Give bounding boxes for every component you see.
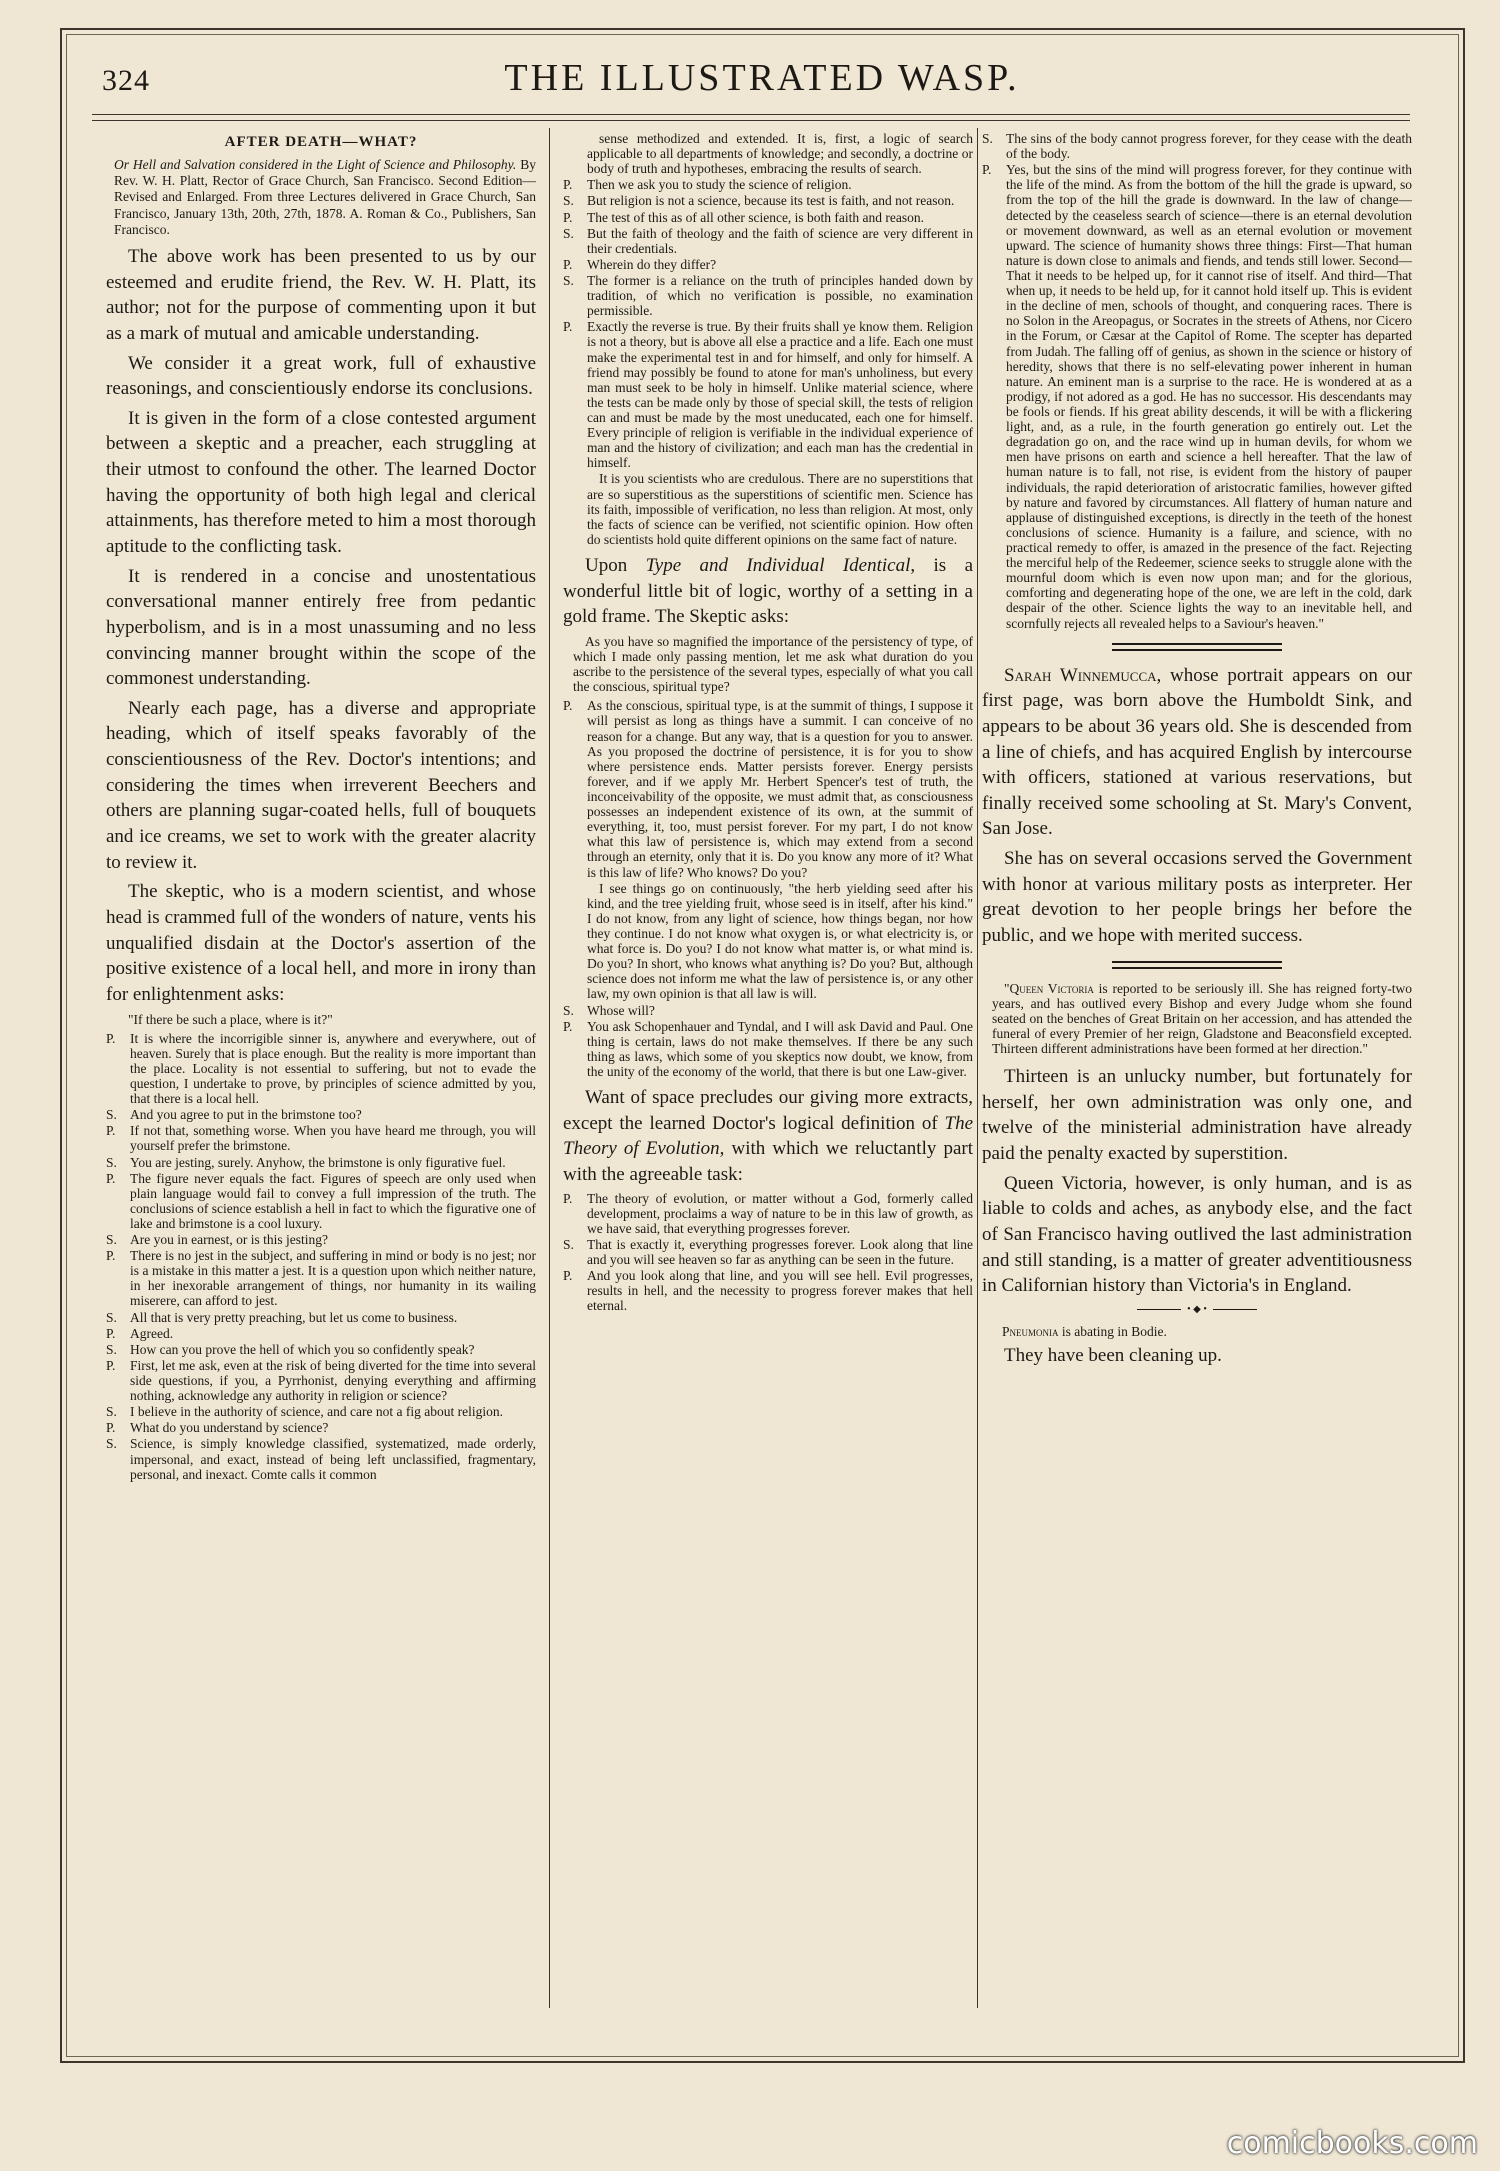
watermark-logo: comicbooks.com — [1226, 2126, 1478, 2161]
dialog-text: Exactly the reverse is true. By their fruits shall ye know them. Religion is not a theory, but is above all else a practice and a life. Each one must make the experimental test in and for himself, and only for himself. A friend may possibly be found to atone for man's unholiness, but every man must seek to be holy in himself. Unlike material science, where the tests can be made only by those of special skill, the tests of religion can and must be made by the most uneducated, each one for himself. Every principle of religion is verifiable in the individual experience of man and the history of civilization; and each man has the credential in himself. — [587, 319, 973, 471]
dialog-line — [106, 1107, 536, 1122]
speaker-label: S. — [563, 272, 574, 288]
dialog-text: Science, is simply knowledge classified, systematized, made orderly, impersonal, and exact, instead of being left unclassified, fragmentary, personal, and inexact. Comte calls it common — [130, 1436, 536, 1482]
speaker-label: P. — [106, 1325, 116, 1341]
dialog-text: There is no jest in the subject, and suffering in mind or body is no jest; nor is a mistake in this matter a jest. It is a question upon which neither nature, in her inexorable arrangement of things, nor humanity in its wailing miserere, can afford to jest. — [130, 1248, 536, 1309]
article-paragraph: The skeptic, who is a modern scientist, and whose head is crammed full of the wonders of nature, vents his unqualified disdain at the Doctor's assertion of the positive existence of a local hell, and more in irony than for enlightenment asks: — [106, 881, 536, 1005]
dialog-1 — [106, 1031, 536, 1482]
sarah-paragraph — [982, 663, 1412, 842]
dialog-line — [563, 471, 973, 547]
dialog-line — [106, 1420, 536, 1435]
dialog-text: It is you scientists who are credulous. There are no superstitions that are so superstitious as the superstitions of scientific men. Science has its faith, impossible of verification, no less than religion. At most, only the facts of science can be verified, not scientific opinion. How often do scientists hold quite different opinions on the same fact of nature. — [587, 471, 973, 547]
paragraph-space — [563, 1085, 973, 1188]
dialog-text: And you agree to put in the brimstone too? — [130, 1107, 362, 1123]
speaker-label: P. — [563, 209, 573, 225]
speaker-label: S. — [106, 1309, 117, 1325]
dialog-line — [982, 131, 1412, 161]
speaker-label: P. — [563, 256, 573, 272]
paragraph-type-identical — [563, 553, 973, 630]
speaker-label: P. — [106, 1030, 116, 1046]
section-divider-1 — [1112, 643, 1282, 651]
speaker-label: P. — [563, 1190, 573, 1206]
speaker-label: S. — [563, 1236, 574, 1252]
dialog-continued — [563, 131, 973, 547]
column-2 — [563, 128, 973, 2008]
dialog-text: It is where the incorrigible sinner is, anywhere and everywhere, out of heaven. Surely that is place enough. But the reality is more important than the place. Locality is not essential to suffering, but not to evade the question, I undertake to prove, by principles of science admitted by you, that there is a local hell. — [130, 1030, 536, 1107]
speaker-label: P. — [563, 1018, 573, 1034]
dialog-line — [106, 1436, 536, 1481]
speaker-label: S. — [106, 1404, 117, 1420]
dialog-text: Whose will? — [587, 1002, 655, 1018]
article-paragraph: We consider it a great work, full of exhaustive reasonings, and conscientiously endorse its conclusions. — [106, 352, 536, 400]
dialog-line — [106, 1171, 536, 1231]
para-space-after: , with which we reluctantly part with the agreeable task: — [563, 1138, 973, 1185]
dialog-text: If not that, something worse. When you have heard me through, you will yourself prefer the brimstone. — [130, 1123, 536, 1154]
speaker-label: P. — [106, 1170, 116, 1186]
dialog-text: I believe in the authority of science, and care not a fig about religion. — [130, 1404, 503, 1420]
speaker-label: S. — [563, 1002, 574, 1018]
thirteen-paragraph: Thirteen is an unlucky number, but fortunately for herself, her own administration was only one, and twelve of the ministerial administration have already paid the penalty exacted by superstition. — [982, 1066, 1412, 1165]
dialog-line — [106, 1326, 536, 1341]
dialog-line — [106, 1358, 536, 1403]
dialog-text: But the faith of theology and the faith of science are very different in their credentials. — [587, 225, 973, 256]
speaker-label: S. — [106, 1107, 117, 1123]
article-paragraph: The above work has been presented to us by our esteemed and erudite friend, the Rev. W. H. Platt, its author; not for the purpose of commenting upon it but as a mark of mutual and amicable understanding. — [106, 245, 536, 344]
dialog-text: The theory of evolution, or matter without a God, formerly called development, proclaims a way of nature to be in this law of growth, as we have said, that everything progresses forever. — [587, 1190, 973, 1236]
column-divider-2 — [977, 128, 978, 2008]
para-type-before: Upon — [585, 554, 646, 576]
dialog-line — [982, 162, 1412, 630]
article-paragraph: It is rendered in a concise and unostentatious conversational manner entirely free from pedantic hyperbolism, and is in a most unassuming and no less convincing manner brought within the scope of the commonest understanding. — [106, 565, 536, 690]
dialog-text: That is exactly it, everything progresses forever. Look along that line and you will see heaven so far as anything can be seen in the future. — [587, 1236, 973, 1268]
article-title: AFTER DEATH—WHAT? — [224, 134, 418, 150]
sarah-paragraph-2: She has on several occasions served the Government with honor at various military posts as interpreter. Her great devotion to her people brings her before the public, and we hope with merited success. — [982, 848, 1412, 947]
dialog-text: Then we ask you to study the science of religion. — [587, 177, 852, 193]
dialog-line — [563, 319, 973, 470]
speaker-label: P. — [563, 1268, 573, 1284]
para-type-after: , is a wonderful little bit of logic, worthy of a setting in a gold frame. The Skeptic asks: — [563, 554, 973, 628]
subtitle-details: By Rev. W. H. Platt, Rector of Grace Church, San Francisco. Second Edition—Revised and Enlarged. From three Lectures delivered in Grace Church, San Francisco, January 13th, 20th, 27th, 1878. A. Roman & Co., Publishers, San Francisco. — [114, 157, 536, 237]
dialog-line — [106, 1155, 536, 1170]
dialog-text: sense methodized and extended. It is, first, a logic of search applicable to all departments of knowledge; and secondly, a doctrine or body of truth and hypotheses, embracing the results of search. — [587, 131, 973, 177]
dialog-line — [106, 1342, 536, 1357]
speaker-label: P. — [106, 1248, 116, 1264]
pneumonia-item — [982, 1324, 1412, 1339]
dialog-line — [563, 226, 973, 256]
dialog-opening-quote: "If there be such a place, where is it?" — [128, 1011, 333, 1027]
speaker-label: S. — [106, 1341, 117, 1357]
column-1 — [106, 128, 536, 2008]
speaker-label: P. — [563, 177, 573, 193]
pneumonia-lead: Pneumonia — [1002, 1323, 1059, 1339]
speaker-label: S. — [106, 1232, 117, 1248]
dialog-text: Yes, but the sins of the mind will progress forever, for they continue with the life of the mind. As from the bottom of the hill the grade is upward, so from the top of the hill the grade is downward. In the law of change—detected by the ceaseless search of science—there is an eternal devolution or movement downward, as well as an eternal evolution or movement upward. The science of humanity shows three things: First—That human nature is down close to animals and fiends, and tends still lower. Second—That it needs to be helped up, for it cannot rise of itself. And third—That when up, it needs to be held up, for it cannot hold itself up. This is evident in the decline of men, schools of thought, and conquering races. There is no Solon in the Areopagus, or Socrates in the streets of Athens, nor Cicero in the Forum, or Cæsar at the Capitol of Rome. The scepter has departed from Judah. The falling off of genius, as shown in the science or history of heredity, shows that there is no self-elevating power inherent in human nature. An eminent man is a surprise to the race. He is wondered at as a prodigy, if not adored as a god. He has no successor. His descendants may be fools or fiends. If his great ability descends, it will be with a flickering light, and, as a rule, in the fourth generation go entirely out. Let the degradation go on, and the race wind up in human devils, for whom we men have prisons on earth and science a hell hereafter. That the law of human nature is to fall, not rise, is evident from the history of pauper individuals, the rapid deterioration of aristocratic families, however gifted by nature and favored by circumstances. All flattery of human nature and applause of distinguished exceptions, is directly in the teeth of the honest conclusions of science. Humanity is a failure, and science, with no practical remedy to offer, is amazed in the presence of the fact. Rejecting the merciful help of the Redeemer, science seeks to struggle alone with the mournful doom which is even now upon man; and for the glorious, comforting and degenerating hope of the one, we are left in the cold, dark despair of the other. Science lights the way to an inevitable hell, and scornfully rejects all revealed helps to a Saviour's heaven." — [1006, 162, 1412, 631]
page-number: 324 — [102, 64, 150, 97]
page-header — [72, 50, 1452, 110]
dialog-text: I see things go on continuously, "the herb yielding seed after his kind, and the tree yielding fruit, whose seed is in itself, after his kind." I do not know, from any light of science, how things began, nor how they continue. I do not know what oxygen is, or what electricity is, or what force is. Do you? I do not know what matter is, or what mind is. Do you? In short, who knows what anything is? Do you? But, although science does not inform me what the law of persistence is, or any other law, my own opinion is that all law is will. — [587, 880, 973, 1002]
dialog-line — [106, 1404, 536, 1419]
dialog-text: What do you understand by science? — [130, 1420, 329, 1436]
speaker-label: P. — [106, 1123, 116, 1139]
speaker-label: S. — [982, 131, 993, 146]
subtitle-italic: Or Hell and Salvation considered in the Light of Science and Philosophy. — [114, 157, 517, 172]
dialog-line — [563, 698, 973, 879]
masthead-title: THE ILLUSTRATED WASP. — [504, 57, 1020, 99]
sarah-text: , whose portrait appears on our first page, was born above the Humboldt Sink, and appears to be about 36 years old. She is descended from a line of chiefs, and has acquired English by intercourse with officers, stationed at various reservations, but finally received some schooling at St. Mary's Convent, San Jose. — [982, 664, 1412, 840]
column-divider-1 — [549, 128, 550, 2008]
para-space-before: Want of space precludes our giving more extracts, except the learned Doctor's logical definition of — [563, 1087, 973, 1134]
dialog-text: Agreed. — [130, 1325, 174, 1341]
dialog-line — [106, 1123, 536, 1153]
dialog-line — [106, 1310, 536, 1325]
dialog-text: And you look along that line, and you will see hell. Evil progresses, results in hell, and the necessity to progress forever makes that hell eternal. — [587, 1268, 973, 1314]
article-paragraph: Nearly each page, has a diverse and appropriate heading, which of itself speaks favorably of the conscientiousness of the Rev. Doctor's intentions; and considering the times when irreverent Beechers and others are planning sugar-coated hells, full of bouquets and ice creams, we set to work with the greater alacrity to review it. — [106, 697, 536, 873]
speaker-label: P. — [563, 319, 573, 335]
ornament-divider — [1137, 1303, 1257, 1315]
dialog-line — [563, 1191, 973, 1236]
speaker-label — [563, 881, 587, 1002]
dialog-text: The test of this as of all other science, is both faith and reason. — [587, 209, 925, 225]
dialog-text: All that is very pretty preaching, but let us come to business. — [130, 1309, 458, 1325]
dialog-line — [106, 1232, 536, 1247]
speaker-label: P. — [106, 1357, 116, 1373]
dialog-line — [563, 210, 973, 225]
dialog-line — [563, 1019, 973, 1079]
speaker-label: P. — [563, 698, 573, 714]
dialog-line — [563, 193, 973, 208]
cleaning-item: They have been cleaning up. — [1004, 1345, 1222, 1367]
dialog-text: You are jesting, surely. Anyhow, the brimstone is only figurative fuel. — [130, 1154, 506, 1170]
dialog-text: You ask Schopenhauer and Tyndal, and I will ask David and Paul. One thing is certain, laws do not make themselves. If there be any such thing as laws, which some of you skeptics now doubt, we know, from the unity of the economy of the world, that there is but one Law-giver. — [587, 1018, 973, 1079]
speaker-label: S. — [563, 193, 574, 209]
dialog-text: Wherein do they differ? — [587, 256, 717, 272]
queen-quote-text: is reported to be seriously ill. She has reigned forty-two years, and has outlived every Bishop and every Judge whom she found seated on the benches of Great Britain on her accession, and has attended the funeral of every Premier of her reign, Gladstone and Beaconsfield excepted. Thirteen different administrations have been formed at her direction." — [992, 980, 1412, 1057]
dialog-text: How can you prove the hell of which you so confidently speak? — [130, 1341, 475, 1357]
dialog-line — [563, 131, 973, 176]
speaker-label: S. — [563, 225, 574, 241]
dialog-3 — [563, 1191, 973, 1314]
sarah-name: Sarah Winnemucca — [1004, 664, 1157, 686]
dialog-text: First, let me ask, even at the risk of being diverted for the time into several side questions, if you, a Pyrrhonist, denying everything and affirming nothing, acknowledge any authority in religion or science? — [130, 1357, 536, 1404]
dialog-text: Are you in earnest, or is this jesting? — [130, 1232, 328, 1248]
speaker-label: S. — [106, 1436, 117, 1452]
speaker-label — [563, 131, 587, 176]
queen-lead: "Queen Victoria — [1004, 980, 1094, 996]
skeptic-question: As you have so magnified the importance of the persistency of type, of which I made only passing mention, let me ask what duration do you ascribe to the persistence of the several types, especially of what you call the conscious, spiritual type? — [573, 633, 973, 695]
dialog-line — [563, 257, 973, 272]
article-paragraph: It is given in the form of a close contested argument between a skeptic and a preacher, each struggling at their utmost to confound the other. The learned Doctor having the opportunity of both high legal and clerical attainments, has therefore meted to him a most thorough aptitude to the conflicting task. — [106, 407, 536, 557]
dialog-text: The figure never equals the fact. Figures of speech are only used when plain language would fail to convey a full impression of the truth. The conclusions of science establish a hell in fact to which the figurative one of lake and brimstone is a cool luxury. — [130, 1170, 536, 1231]
para-type-italic: Type and Individual Identical — [645, 554, 911, 576]
speaker-label: S. — [106, 1154, 117, 1170]
dialog-conclusion — [982, 131, 1412, 631]
dialog-text: The sins of the body cannot progress forever, for they cease with the death of the body. — [1006, 131, 1412, 162]
pneumonia-text: is abating in Bodie. — [1058, 1323, 1167, 1339]
speaker-label — [563, 471, 587, 547]
queen-human-paragraph: Queen Victoria, however, is only human, and is as liable to colds and aches, as anybody else, and the fact of San Francisco having outlived the last administration and still standing, is a matter of greater adventitiousness in Californian history than Victoria's in England. — [982, 1172, 1412, 1297]
dialog-2 — [563, 698, 973, 1079]
article-subtitle — [106, 157, 536, 238]
dialog-line — [106, 1031, 536, 1107]
dialog-line — [563, 1268, 973, 1313]
dialog-line — [563, 177, 973, 192]
dialog-line — [563, 273, 973, 318]
speaker-label: P. — [106, 1420, 116, 1436]
queen-quote — [982, 981, 1412, 1057]
section-divider-2 — [1112, 961, 1282, 969]
ornament-glyph: • ◆ • — [1181, 1304, 1213, 1315]
speaker-label: P. — [982, 162, 992, 178]
dialog-text: But religion is not a science, because its test is faith, and not reason. — [587, 193, 955, 209]
dialog-text: The former is a reliance on the truth of principles handed down by tradition, of which no verification is possible, no examination permissible. — [587, 272, 973, 319]
dialog-line — [563, 1237, 973, 1267]
header-rule-double — [92, 120, 1410, 121]
dialog-line — [563, 881, 973, 1002]
para-space-italic: The Theory of Evolution — [563, 1112, 973, 1160]
dialog-line — [106, 1248, 536, 1308]
header-rule — [92, 114, 1410, 115]
column-3 — [982, 128, 1412, 2008]
dialog-text: As the conscious, spiritual type, is at the summit of things, I suppose it will persist as long as things have a summit. I can conceive of no reason for a change. But any way, that is a question for you to answer. As you proposed the doctrine of persistence, it is for you to show where persistence ends. Matter persists forever. Energy persists forever, and if we apply Mr. Herbert Spencer's test of truth, the inconceivability of the opposite, we must admit that, as consciousness possesses an independent existence of its own, at the summit of everything, it, too, must persist forever. For my part, I do not know what this law of persistence is, which may extend from a second through an eternity, only that it is. Do you know any more of it? What is this law of life? Who knows? Do you? — [587, 698, 973, 880]
dialog-line — [563, 1003, 973, 1018]
article-paragraphs — [106, 244, 536, 1008]
